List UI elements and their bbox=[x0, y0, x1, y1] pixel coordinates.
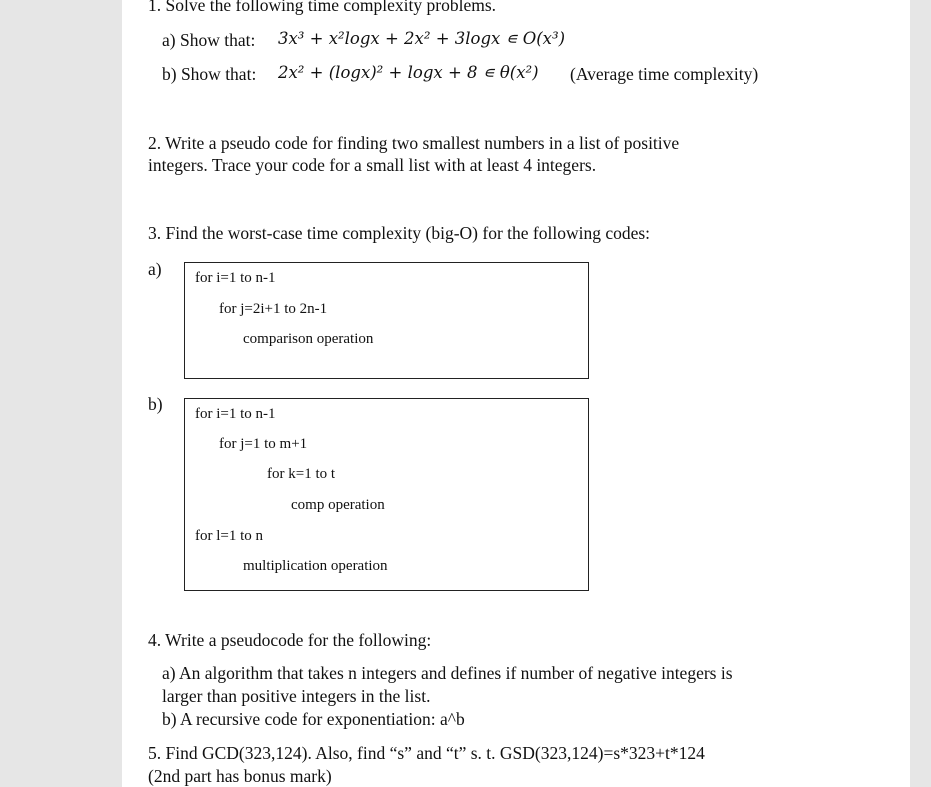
q3b-code-line-2: for j=1 to m+1 bbox=[219, 436, 308, 452]
q4a-line2: larger than positive integers in the list. bbox=[162, 686, 431, 706]
q3b-code-box bbox=[184, 398, 589, 591]
q4a-line1: a) An algorithm that takes n integers and defines if number of negative integers is bbox=[162, 663, 733, 683]
q3b-code-line-3: for k=1 to t bbox=[267, 466, 336, 482]
q3b-code-line-1: for i=1 to n-1 bbox=[195, 406, 276, 422]
q3a-code-box bbox=[184, 262, 589, 379]
q3b-label: b) bbox=[148, 394, 163, 414]
q1a-math: 3x³ + x²logx + 2x² + 3logx ∊ O(x³) bbox=[278, 29, 566, 48]
q3a-code-line-1: for i=1 to n-1 bbox=[195, 270, 276, 286]
document-page bbox=[122, 0, 910, 787]
q3b-code-line-5: for l=1 to n bbox=[195, 528, 264, 544]
q2-line2: integers. Trace your code for a small list with at least 4 integers. bbox=[148, 155, 597, 175]
q3-title: 3. Find the worst-case time complexity (big-O) for the following codes: bbox=[148, 223, 651, 243]
q1a-label: a) Show that: bbox=[162, 30, 256, 50]
q4-title: 4. Write a pseudocode for the following: bbox=[148, 630, 432, 650]
q3a-label: a) bbox=[148, 259, 162, 279]
q2-line1: 2. Write a pseudo code for finding two smallest numbers in a list of positive bbox=[148, 133, 680, 153]
q1b-note: (Average time complexity) bbox=[570, 64, 759, 84]
q4b-line: b) A recursive code for exponentiation: a^b bbox=[162, 709, 465, 729]
q3a-code-line-3: comparison operation bbox=[243, 331, 374, 347]
q1b-label: b) Show that: bbox=[162, 64, 257, 84]
q1b-math: 2x² + (logx)² + logx + 8 ∊ θ(x²) bbox=[278, 63, 539, 82]
q1-title: 1. Solve the following time complexity problems. bbox=[148, 0, 497, 15]
q3b-code-line-4: comp operation bbox=[291, 497, 385, 513]
q3a-code-line-2: for j=2i+1 to 2n-1 bbox=[219, 301, 328, 317]
q5-line1: 5. Find GCD(323,124). Also, find “s” and “t” s. t. GSD(323,124)=s*323+t*124 bbox=[148, 743, 705, 763]
q5-line2: (2nd part has bonus mark) bbox=[148, 766, 332, 786]
q3b-code-line-6: multiplication operation bbox=[243, 558, 388, 574]
